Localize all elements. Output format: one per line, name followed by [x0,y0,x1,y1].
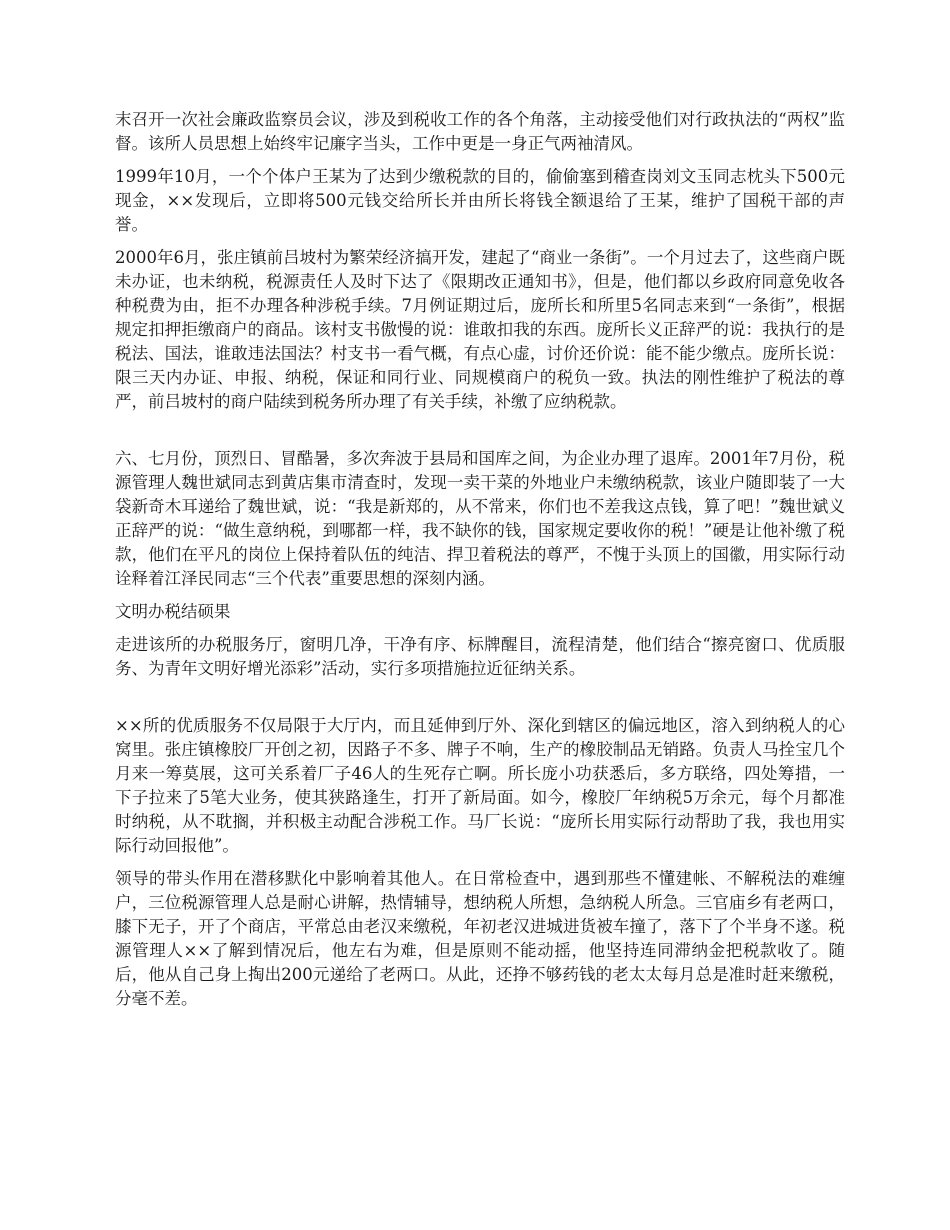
spacer [115,156,845,165]
spacer [115,681,845,714]
paragraph-1999-refusal: 1999年10月，一个个体户王某为了达到少缴税款的目的，偷偷塞到稽查岗刘文玉同志枕头下500元现金，××发现后，立即将500元钱交给所长并由所长将钱全额退给了王某，维护了国税干部的声誉。 [115,167,845,234]
spacer [115,624,845,633]
spacer [115,858,845,867]
paragraph-2001-collection: 六、七月份，顶烈日、冒酷暑，多次奔波于县局和国库之间，为企业办理了退库。2001年7月份，税源管理人魏世斌同志到黄店集市清查时，发现一卖干菜的外地业户未缴纳税款，该业户随即装了一大袋新奇木耳递给了魏世斌，说：“我是新郑的，从不常来，你们也不差我这点钱，算了吧！”魏世斌义正辞严的说：“做生意纳税，到哪都一样，我不缺你的钱，国家规定要收你的税！”硬是让他补缴了税款，他们在平凡的岗位上保持着队伍的纯洁、捍卫着税法的尊严，不愧于头顶上的国徽，用实际行动诠释着江泽民同志“三个代表”重要思想的深刻内涵。 [115,449,845,588]
paragraph-leadership: 领导的带头作用在潜移默化中影响着其他人。在日常检查中，遇到那些不懂建帐、不解税法的难缠户，三位税源管理人总是耐心讲解，热情辅导，想纳税人所想，急纳税人所急。三官庙乡有老两口，膝下无子，开了个商店，平常总由老汉来缴税，年初老汉进城进货被车撞了，落下了个半身不遂。税源管理人××了解到情况后，他左右为难，但是原则不能动摇，他坚持连同滞纳金把税款收了。随后，他从自己身上掏出200元递给了老两口。从此，还挣不够药钱的老太太每月总是准时赶来缴税，分毫不差。 [115,869,845,1008]
paragraph-rubber-factory: ××所的优质服务不仅局限于大厅内，而且延伸到厅外、深化到辖区的偏远地区，溶入到纳税人的心窝里。张庄镇橡胶厂开创之初，因路子不多、牌子不响，生产的橡胶制品无销路。负责人马拴宝几个月来一筹莫展，这可关系着厂子46人的生死存亡啊。所长庞小功获悉后，多方联络，四处筹措，一下子拉来了5笔大业务，使其狭路逢生，打开了新局面。如今，橡胶厂年纳税5万余元，每个月都准时纳税，从不耽搁，并积极主动配合涉税工作。马厂长说：“庞所长用实际行动帮助了我，我也用实际行动回报他”。 [115,716,845,855]
paragraph-supervision: 末召开一次社会廉政监察员会议，涉及到税收工作的各个角落，主动接受他们对行政执法的“两权”监督。该所人员思想上始终牢记廉字当头，工作中更是一身正气两袖清风。 [115,110,845,153]
spacer [115,237,845,246]
paragraph-2000-commercial-street: 2000年6月，张庄镇前吕坡村为繁荣经济搞开发，建起了“商业一条街”。一个月过去了，这些商户既未办证，也未纳税，税源责任人及时下达了《限期改正通知书》，但是，他们都以乡政府同意免收各种税费为由，拒不办理各种涉税手续。7月例证期过后，庞所长和所里5名同志来到“一条街”，根据规定扣押拒缴商户的商品。该村支书傲慢的说：谁敢扣我的东西。庞所长义正辞严的说：我执行的是税法、国法，谁敢违法国法？村支书一看气概，有点心虚，讨价还价说：能不能少缴点。庞所长说：限三天内办证、申报、纳税，保证和同行业、同规模商户的税负一致。执法的刚性维护了税法的尊严，前吕坡村的商户陆续到税务所办理了有关手续，补缴了应纳税款。 [115,248,845,411]
spacer [115,414,845,447]
spacer [115,591,845,600]
document-body [115,108,845,1011]
section-heading: 文明办税结硕果 [115,602,231,621]
paragraph-service-hall: 走进该所的办税服务厅，窗明几净，干净有序、标牌醒目，流程清楚，他们结合“擦亮窗口、优质服务、为青年文明好增光添彩”活动，实行多项措施拉近征纳关系。 [115,635,845,678]
